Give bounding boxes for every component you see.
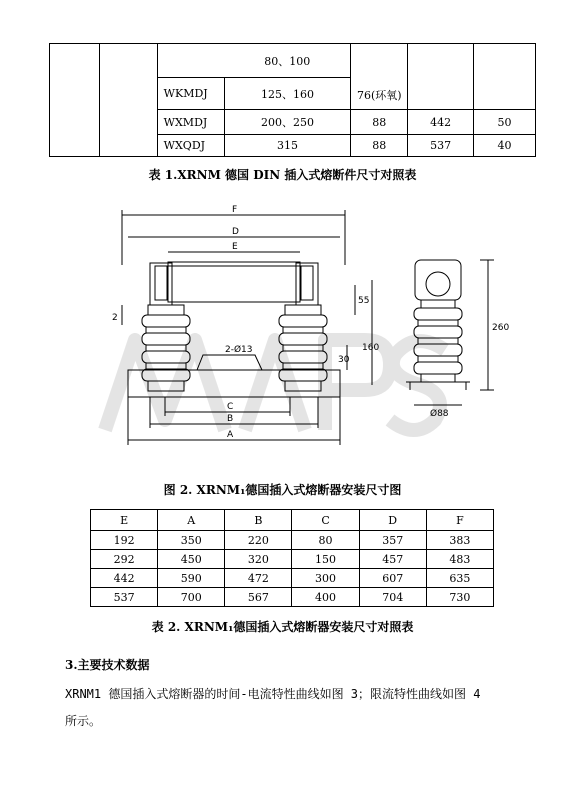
installation-drawing — [0, 200, 565, 470]
table1-empty-col-1 — [50, 44, 100, 157]
table2-cell: 383 — [426, 531, 493, 550]
table2-cell: 220 — [225, 531, 292, 550]
table2-cell: 635 — [426, 569, 493, 588]
table2-cell: 80 — [292, 531, 359, 550]
dim-label-D: D — [232, 227, 239, 237]
dim-label-88: Ø88 — [430, 409, 449, 419]
table1-caption: 表 1.XRNM 德国 DIN 插入式熔断件尺寸对照表 — [148, 168, 417, 182]
table2-cell: 150 — [292, 550, 359, 569]
dim-label-160: 160 — [362, 343, 380, 353]
table1-cell-size: 315 — [224, 135, 351, 157]
dim-label-C: C — [227, 402, 234, 412]
table2-caption: 表 2. XRNM₁德国插入式熔断器安装尺寸对照表 — [151, 620, 414, 634]
table1-cell-size: 80、100 — [224, 44, 351, 78]
table-1 — [49, 43, 536, 157]
table2-header-C: C — [292, 510, 359, 531]
table1-cell-d2: 40 — [474, 135, 536, 157]
table2-cell: 472 — [225, 569, 292, 588]
table2-cell: 700 — [158, 588, 225, 607]
table2-header-E: E — [91, 510, 158, 531]
dim-label-A: A — [227, 430, 234, 440]
table1-cell-weight: 88 — [351, 110, 408, 135]
table2-cell: 350 — [158, 531, 225, 550]
table1-cell-d2: 50 — [474, 110, 536, 135]
table1-cell-weight: 76(环氧) — [351, 44, 408, 110]
body-paragraph-line-2: 所示。 — [65, 714, 102, 728]
table1-cell-model: WKMDJ — [157, 78, 224, 110]
table1-cell-d1: 442 — [408, 110, 474, 135]
table1-cell-weight: 88 — [351, 135, 408, 157]
table2-header-D: D — [359, 510, 426, 531]
table1-cell-d2 — [474, 44, 536, 110]
table2-cell: 704 — [359, 588, 426, 607]
table2-cell: 450 — [158, 550, 225, 569]
table2-cell: 590 — [158, 569, 225, 588]
figure2-caption: 图 2. XRNM₁德国插入式熔断器安装尺寸图 — [163, 483, 402, 497]
table2-cell: 357 — [359, 531, 426, 550]
table1-cell-model — [157, 44, 224, 78]
table2-cell: 292 — [91, 550, 158, 569]
table2-header-A: A — [158, 510, 225, 531]
table1-cell-d1 — [408, 44, 474, 110]
table2-cell: 300 — [292, 569, 359, 588]
table2-header-B: B — [225, 510, 292, 531]
dim-label-F: F — [232, 205, 238, 215]
table2-cell: 730 — [426, 588, 493, 607]
dim-label-30: 30 — [338, 355, 350, 365]
section-title: 3.主要技术数据 — [65, 658, 150, 672]
dim-label-2: 2 — [112, 313, 118, 323]
dim-label-55: 55 — [358, 296, 370, 306]
table2-cell: 442 — [91, 569, 158, 588]
dim-label-B: B — [227, 414, 234, 424]
table2-cell: 400 — [292, 588, 359, 607]
dim-label-260: 260 — [492, 323, 510, 333]
table2-cell: 320 — [225, 550, 292, 569]
table1-cell-model: WXMDJ — [157, 110, 224, 135]
table2-cell: 457 — [359, 550, 426, 569]
table2-header-F: F — [426, 510, 493, 531]
table1-cell-size: 200、250 — [224, 110, 351, 135]
table2-cell: 537 — [91, 588, 158, 607]
table2-cell: 192 — [91, 531, 158, 550]
table-2 — [90, 509, 494, 607]
table1-cell-size: 125、160 — [224, 78, 351, 110]
dim-label-hole: 2-Ø13 — [225, 345, 253, 355]
table2-cell: 607 — [359, 569, 426, 588]
table2-cell: 483 — [426, 550, 493, 569]
body-paragraph-line-1: XRNM1 德国插入式熔断器的时间-电流特性曲线如图 3；限流特性曲线如图 4 — [65, 687, 481, 701]
table2-cell: 567 — [225, 588, 292, 607]
table1-cell-d1: 537 — [408, 135, 474, 157]
table1-empty-col-2 — [99, 44, 157, 157]
table1-cell-model: WXQDJ — [157, 135, 224, 157]
dim-label-E: E — [232, 242, 238, 252]
